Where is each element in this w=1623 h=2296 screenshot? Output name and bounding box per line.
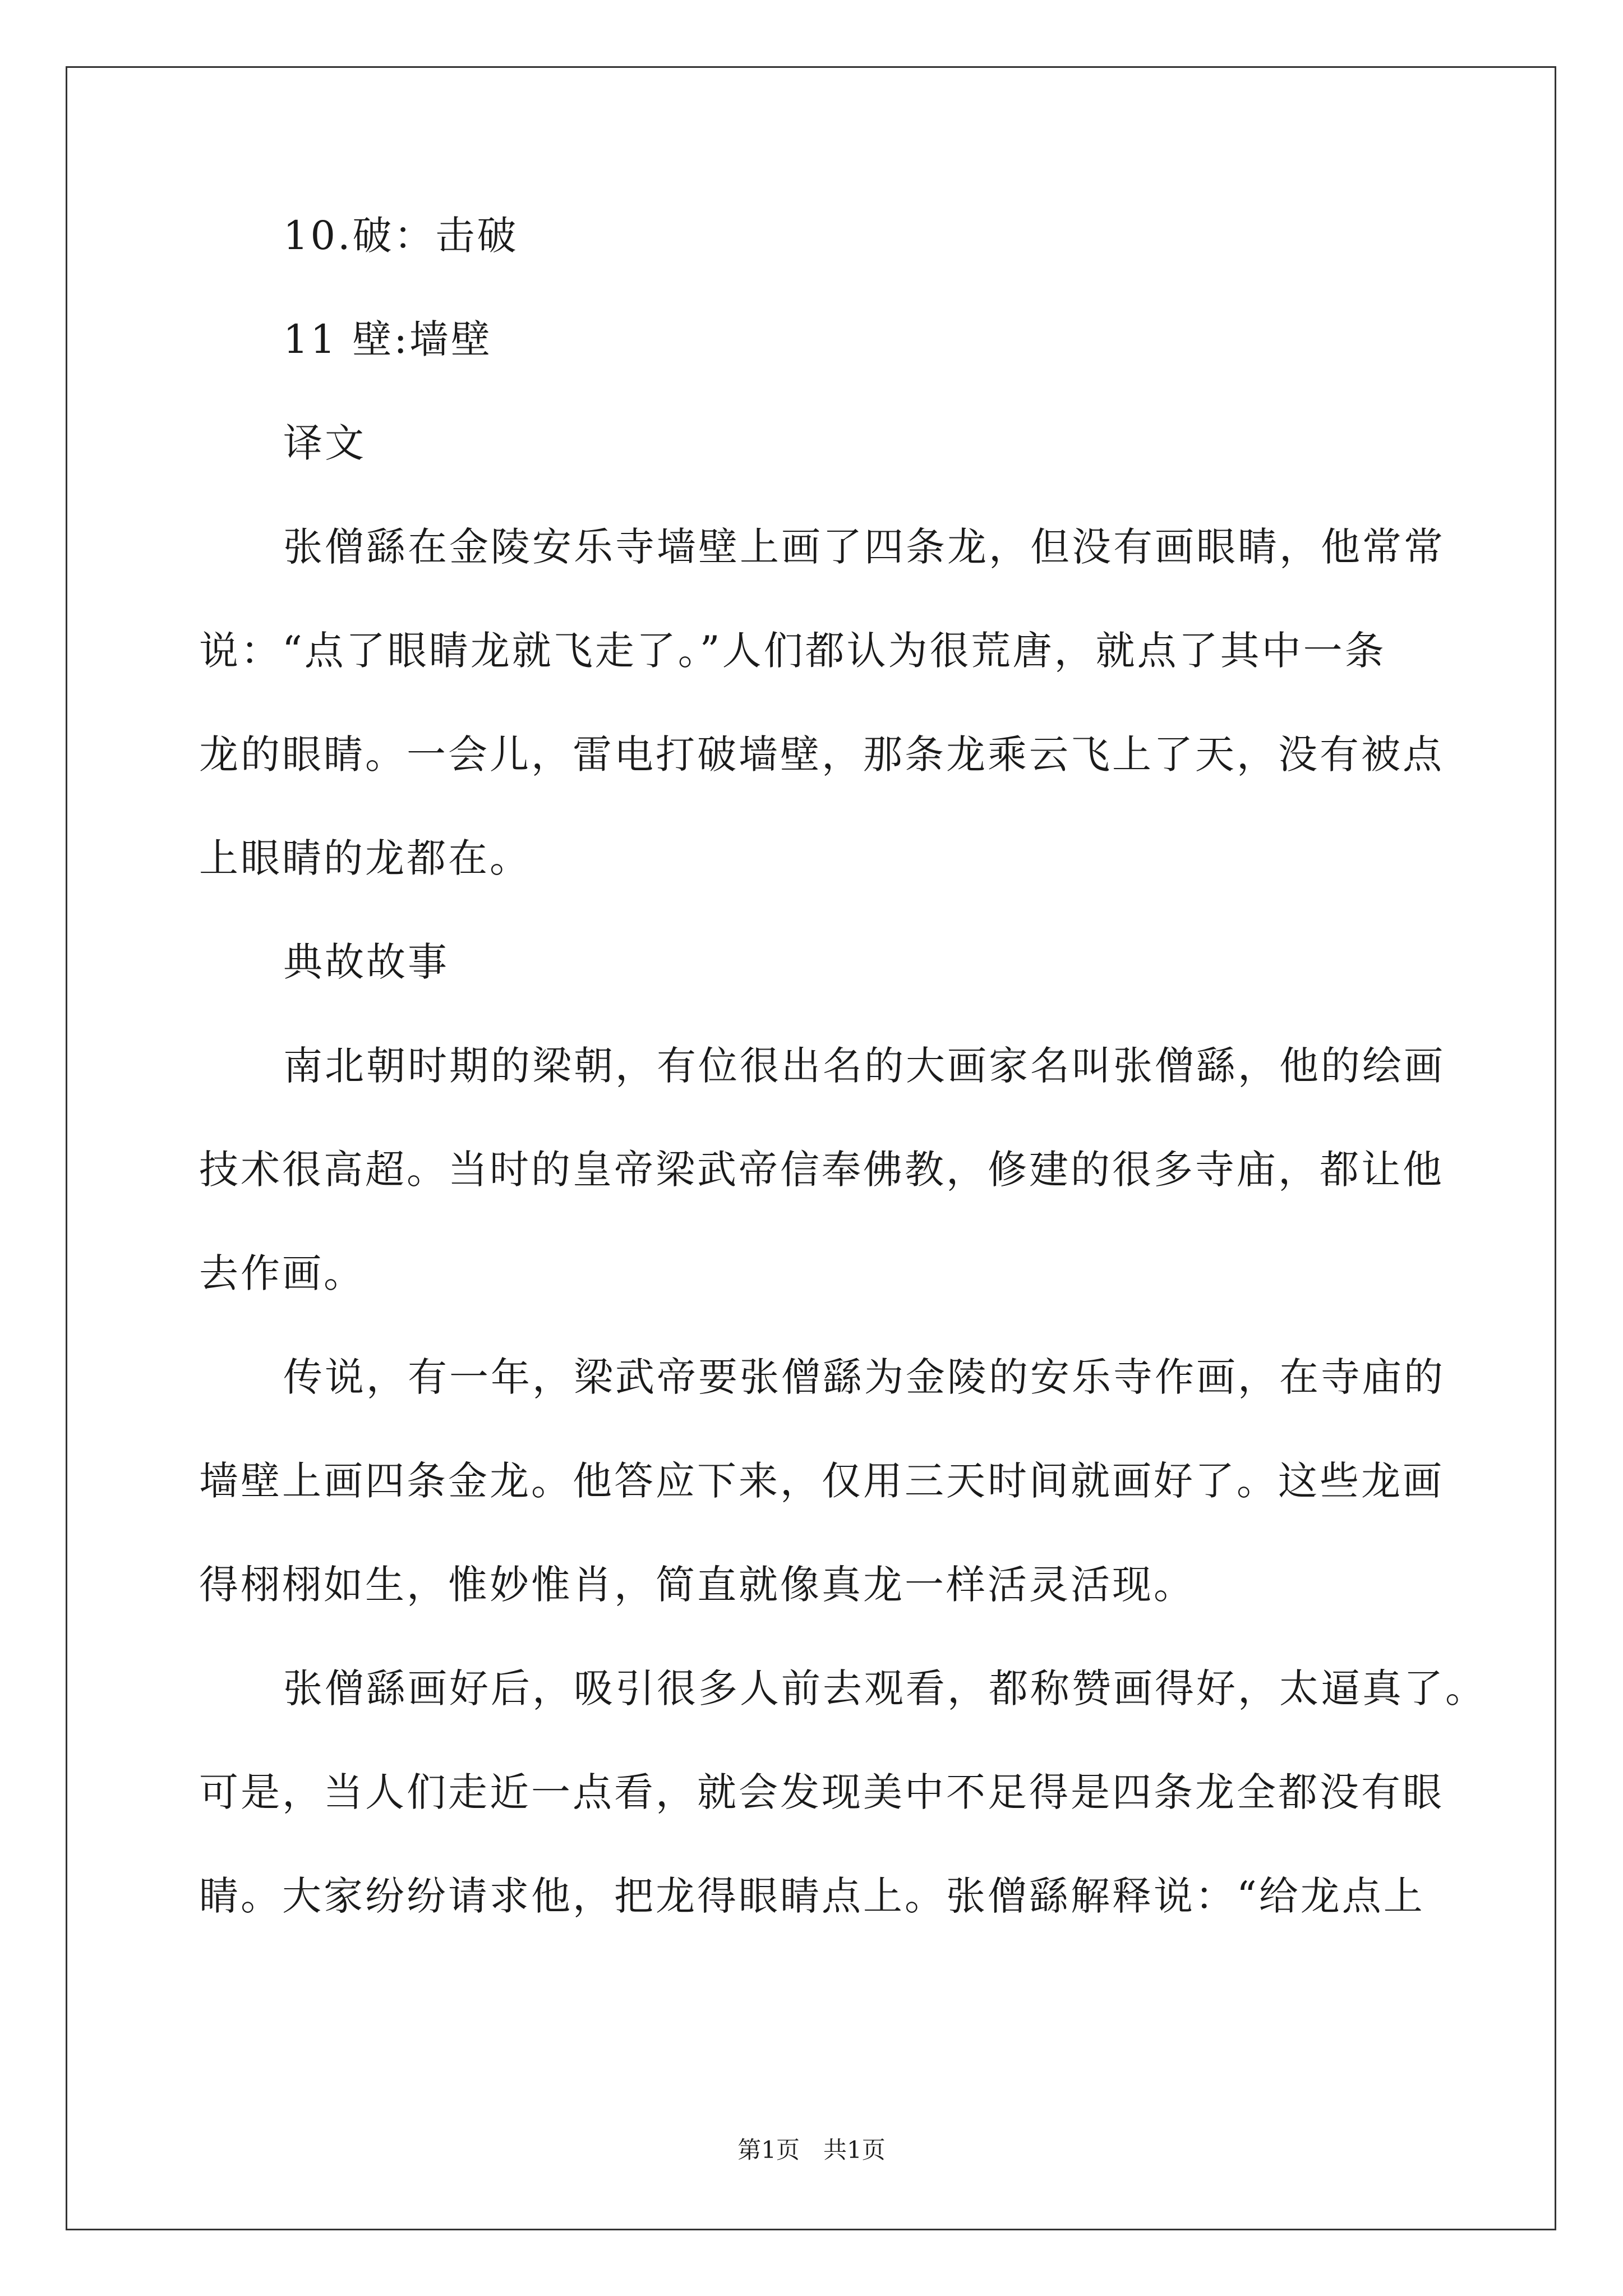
paragraph-line: 去作画。 <box>199 1250 365 1296</box>
page-footer: 第1页 共1页 <box>737 2136 886 2164</box>
paragraph-line: 张僧繇在金陵安乐寺墙壁上画了四条龙，但没有画眼睛，他常常 <box>283 524 1445 570</box>
definition-line: 10.破：击破 <box>283 213 519 259</box>
paragraph-line: 张僧繇画好后，吸引很多人前去观看，都称赞画得好，太逼真了。 <box>283 1665 1487 1711</box>
paragraph-line: 南北朝时期的梁朝，有位很出名的大画家名叫张僧繇，他的绘画 <box>283 1043 1445 1089</box>
paragraph-line: 说：“点了眼睛龙就飞走了。”人们都认为很荒唐，就点了其中一条 <box>199 628 1386 674</box>
section-heading: 典故故事 <box>283 939 449 985</box>
paragraph-line: 技术很高超。当时的皇帝梁武帝信奉佛教，修建的很多寺庙，都让他 <box>199 1147 1444 1193</box>
paragraph-line: 上眼睛的龙都在。 <box>199 835 531 881</box>
paragraph-line: 墙壁上画四条金龙。他答应下来，仅用三天时间就画好了。这些龙画 <box>199 1458 1444 1504</box>
paragraph-line: 睛。大家纷纷请求他，把龙得眼睛点上。张僧繇解释说：“给龙点上 <box>199 1873 1425 1919</box>
paragraph-line: 得栩栩如生，惟妙惟肖，简直就像真龙一样活灵活现。 <box>199 1562 1195 1608</box>
definition-line: 11 壁:墙壁 <box>283 316 492 362</box>
section-heading: 译文 <box>283 420 366 466</box>
paragraph-line: 传说，有一年，梁武帝要张僧繇为金陵的安乐寺作画，在寺庙的 <box>283 1354 1445 1400</box>
paragraph-line: 龙的眼睛。一会儿，雷电打破墙壁，那条龙乘云飞上了天，没有被点 <box>199 731 1444 777</box>
paragraph-line: 可是，当人们走近一点看，就会发现美中不足得是四条龙全都没有眼 <box>199 1769 1444 1815</box>
